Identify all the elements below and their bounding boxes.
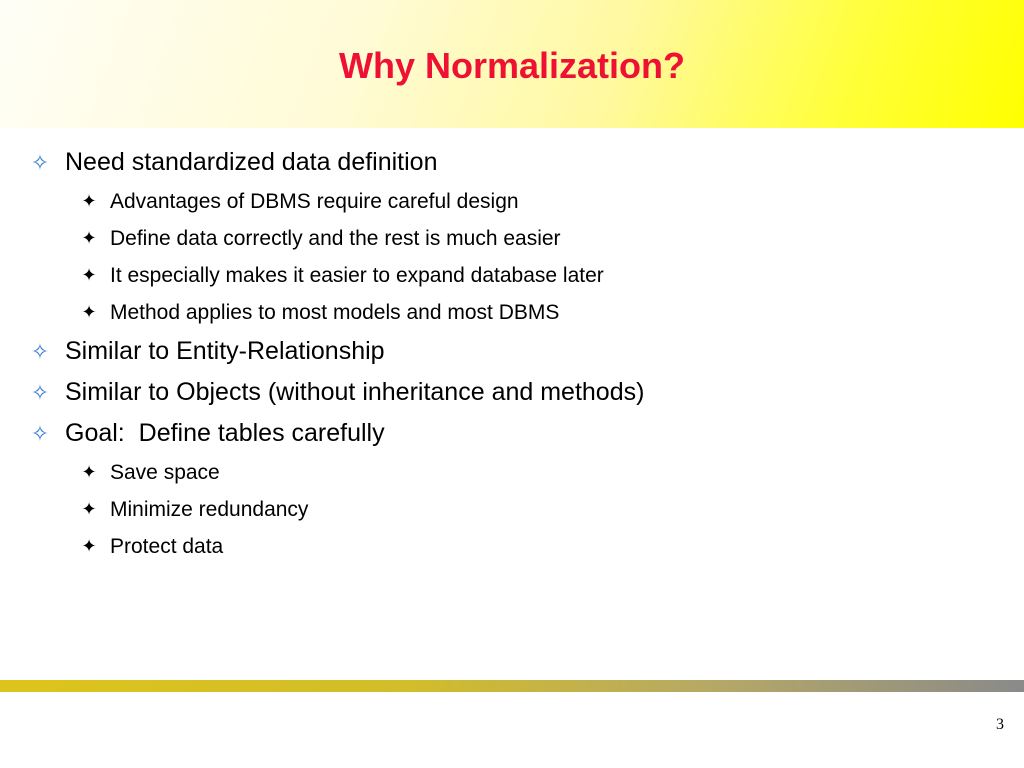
sub-bullet-item: [0, 257, 1024, 294]
sub-bullet-text: It especially makes it easier to expand database later: [110, 264, 604, 287]
bullet-item: [0, 372, 1024, 413]
sub-bullet-text: Save space: [110, 461, 220, 484]
page-number: 3: [996, 716, 1004, 733]
sub-bullet-text: Define data correctly and the rest is much easier: [110, 227, 561, 250]
sub-bullet-text: Advantages of DBMS require careful design: [110, 190, 519, 213]
bullet-text: Similar to Objects (without inheritance and methods): [65, 378, 645, 406]
title-banner: [0, 0, 1024, 128]
four-point-star-outline-icon: ✧: [30, 380, 50, 405]
bullet-item: [0, 142, 1024, 183]
four-point-star-outline-icon: ✧: [30, 150, 50, 175]
four-point-star-outline-icon: ✧: [30, 421, 50, 446]
sub-bullet-text: Protect data: [110, 535, 224, 558]
four-point-star-filled-icon: ✦: [81, 536, 97, 556]
sub-bullet-item: [0, 294, 1024, 331]
four-point-star-outline-icon: ✧: [30, 339, 50, 364]
four-point-star-filled-icon: ✦: [81, 302, 97, 322]
four-point-star-filled-icon: ✦: [81, 191, 97, 211]
bullet-item: [0, 413, 1024, 454]
sub-bullet-item: [0, 183, 1024, 220]
bullet-text: Goal: Define tables carefully: [65, 419, 385, 447]
sub-bullet-item: [0, 454, 1024, 491]
sub-bullet-text: Minimize redundancy: [110, 498, 309, 521]
bullet-item: [0, 331, 1024, 372]
sub-bullet-text: Method applies to most models and most DBMS: [110, 301, 560, 324]
footer-divider-bar: [0, 680, 1024, 692]
slide-title: Why Normalization?: [338, 45, 685, 86]
four-point-star-filled-icon: ✦: [81, 499, 97, 519]
sub-bullet-item: [0, 528, 1024, 565]
bullet-list: [0, 142, 1024, 565]
sub-bullet-item: [0, 220, 1024, 257]
four-point-star-filled-icon: ✦: [81, 265, 97, 285]
sub-bullet-item: [0, 491, 1024, 528]
bullet-text: Similar to Entity-Relationship: [65, 337, 385, 365]
four-point-star-filled-icon: ✦: [81, 462, 97, 482]
bullet-text: Need standardized data definition: [65, 148, 438, 176]
four-point-star-filled-icon: ✦: [81, 228, 97, 248]
